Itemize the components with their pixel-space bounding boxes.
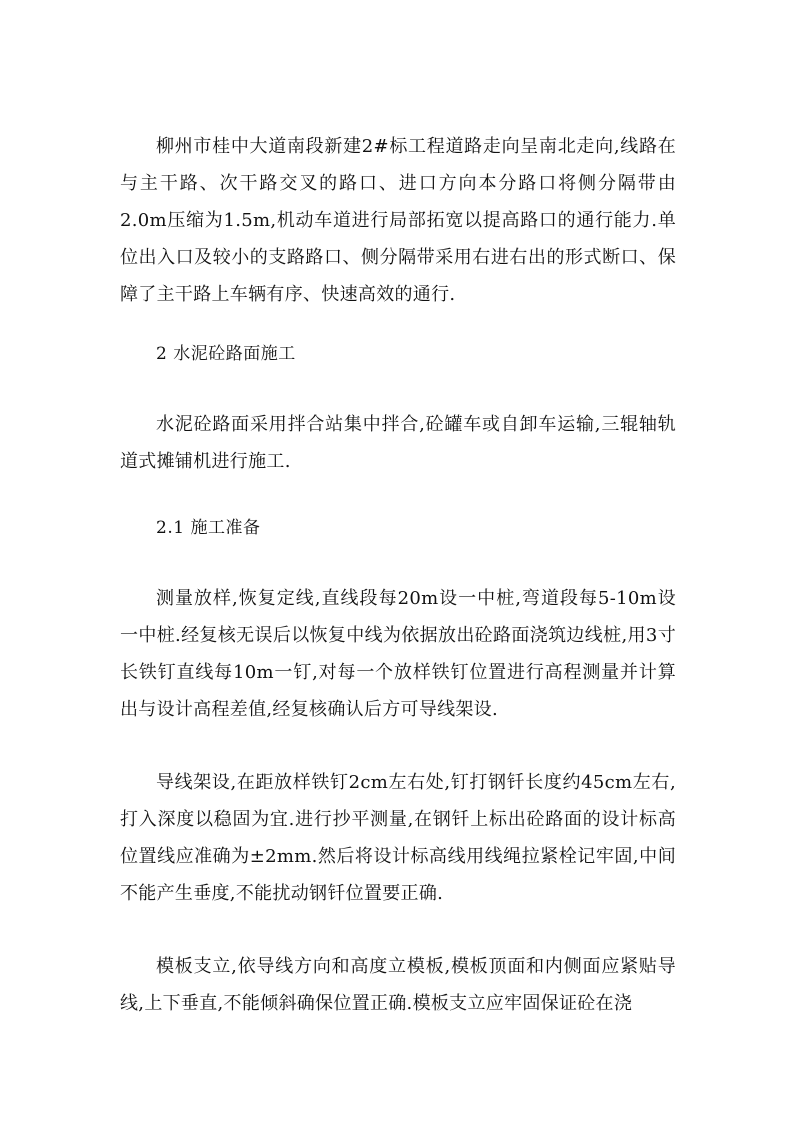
section-heading-cement-pavement: 2 水泥砼路面施工 [156, 344, 296, 364]
paragraph-survey-staking: 测量放样,恢复定线,直线段每20m设一中桩,弯道段每5-10m设一中桩.经复核无误后以恢复中线为依据放出砼路面浇筑边线桩,用3寸长铁钉直线每10m一钉,对每一个放样铁钉位置进行高程测量并计算出与设计高程差值,经复核确认后方可导线架设. [120, 588, 676, 720]
paragraph-cement-pavement-method: 水泥砼路面采用拌合站集中拌合,砼罐车或自卸车运输,三辊轴轨道式摊铺机进行施工. [120, 414, 676, 472]
paragraph-guide-wire-setup: 导线架设,在距放样铁钉2cm左右处,钉打钢钎长度约45cm左右,打入深度以稳固为宜.进行抄平测量,在钢钎上标出砼路面的设计标高位置线应准确为±2mm.然后将设计标高线用线绳拉紧栓记牢固,中间不能产生垂度,不能扰动钢钎位置要正确. [120, 772, 676, 904]
paragraph-road-layout: 柳州市桂中大道南段新建2#标工程道路走向呈南北走向,线路在与主干路、次干路交叉的路口、进口方向本分路口将侧分隔带由2.0m压缩为1.5m,机动车道进行局部拓宽以提高路口的通行能力.单位出入口及较小的支路路口、侧分隔带采用右进右出的形式断口、保障了主干路上车辆有序、快速高效的通行. [120, 136, 676, 305]
subsection-heading-preparation: 2.1 施工准备 [156, 518, 261, 538]
paragraph-formwork-erection: 模板支立,依导线方向和高度立模板,模板顶面和内侧面应紧贴导线,上下垂直,不能倾斜确保位置正确.模板支立应牢固保证砼在浇 [120, 956, 676, 1014]
